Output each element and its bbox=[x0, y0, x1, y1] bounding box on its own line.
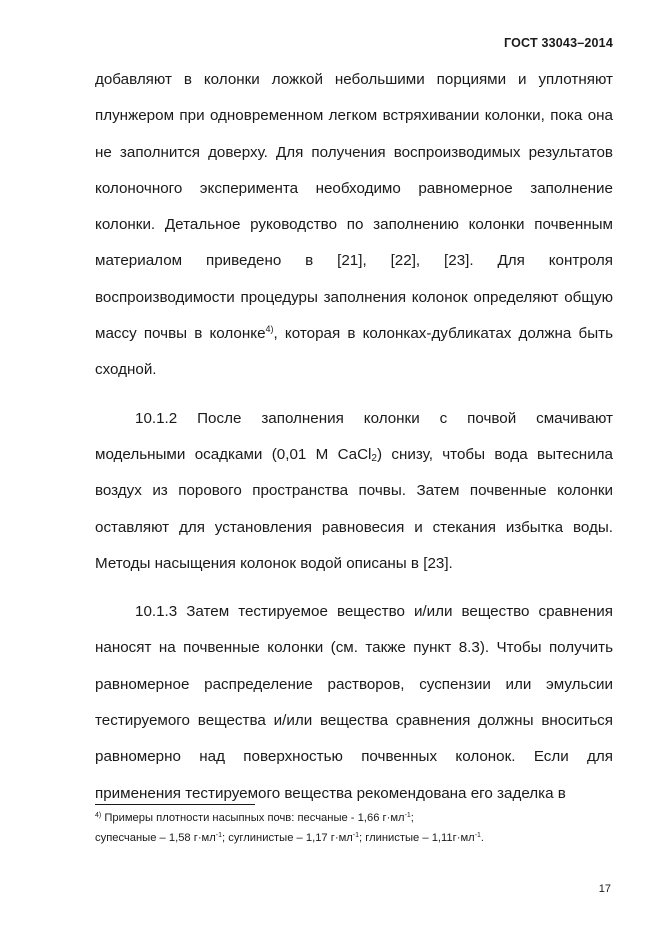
paragraph-1-text: добавляют в колонки ложкой небольшими порциями и уплотняют плунжером при одновременном легком встряхивании колонки, пока она не заполнится доверху. Для получения воспроизводимых результатов колоночного эксперимента необходимо равномерное заполнение колонки. Детальное руководство по заполнению колонки почвенным материалом приведено в [21], [22], [23]. Для контроля воспроизводимости процедуры заполнения колонок определяют общую массу почвы в колонке bbox=[95, 71, 613, 343]
document-code: ГОСТ 33043–2014 bbox=[504, 36, 613, 50]
paragraph-10-1-2-text: 10.1.2 После заполнения колонки с почвой смачивают модельными осадками (0,01 М CaCl bbox=[95, 409, 613, 463]
footnote-reference[interactable]: 4) bbox=[265, 324, 274, 335]
paragraph-gap bbox=[95, 582, 613, 594]
footnote-line-2a: супесчаные – 1,58 г·мл bbox=[95, 832, 216, 844]
paragraph-10-1-2 bbox=[95, 401, 613, 582]
footnote-separator bbox=[95, 804, 255, 805]
footnote-mark: 4) bbox=[95, 812, 102, 819]
footnote-line-1: Примеры плотности насыпных почв: песчаные - 1,66 г·мл bbox=[101, 812, 405, 824]
paragraph-1-end: , которая в колонках-дубликатах должна быть сходной. bbox=[95, 325, 613, 379]
paragraph-10-1-2-end: ) снизу, чтобы вода вытеснила воздух из порового пространства почвы. Затем почвенные колонки оставляют для установления равновесия и стекания избытка воды. Методы насыщения колонок водой описаны в [23]. bbox=[95, 445, 613, 572]
footnote-line-2-end: . bbox=[480, 832, 485, 844]
page-number: 17 bbox=[598, 883, 611, 895]
paragraph-1 bbox=[95, 62, 613, 389]
paragraph-gap bbox=[95, 389, 613, 401]
body-text bbox=[95, 62, 613, 812]
footnote-line-2b: ; суглинистые – 1,17 г·мл bbox=[222, 832, 353, 844]
footnote-line-2c: ; глинистые – 1,11г·мл bbox=[359, 832, 475, 844]
footnote-line-1-end: ; bbox=[410, 812, 414, 824]
footnote-unit-exponent: -1 bbox=[404, 812, 411, 819]
footnote-unit-exponent: -1 bbox=[215, 832, 223, 839]
chemical-subscript: 2 bbox=[371, 452, 377, 464]
footnote bbox=[95, 808, 615, 848]
footnote-unit-exponent: -1 bbox=[474, 832, 481, 839]
paragraph-10-1-3: 10.1.3 Затем тестируемое вещество и/или вещество сравнения наносят на почвенные колонки (см. также пункт 8.3). Чтобы получить равномерное распределение растворов, суспензии или эмульсии тестируемого вещества и/или вещества сравнения должны вноситься равномерно над поверхностью почвенных колонок. Если для применения тестируемого вещества рекомендована его заделка в bbox=[95, 603, 613, 802]
footnote-unit-exponent: -1 bbox=[352, 832, 360, 839]
